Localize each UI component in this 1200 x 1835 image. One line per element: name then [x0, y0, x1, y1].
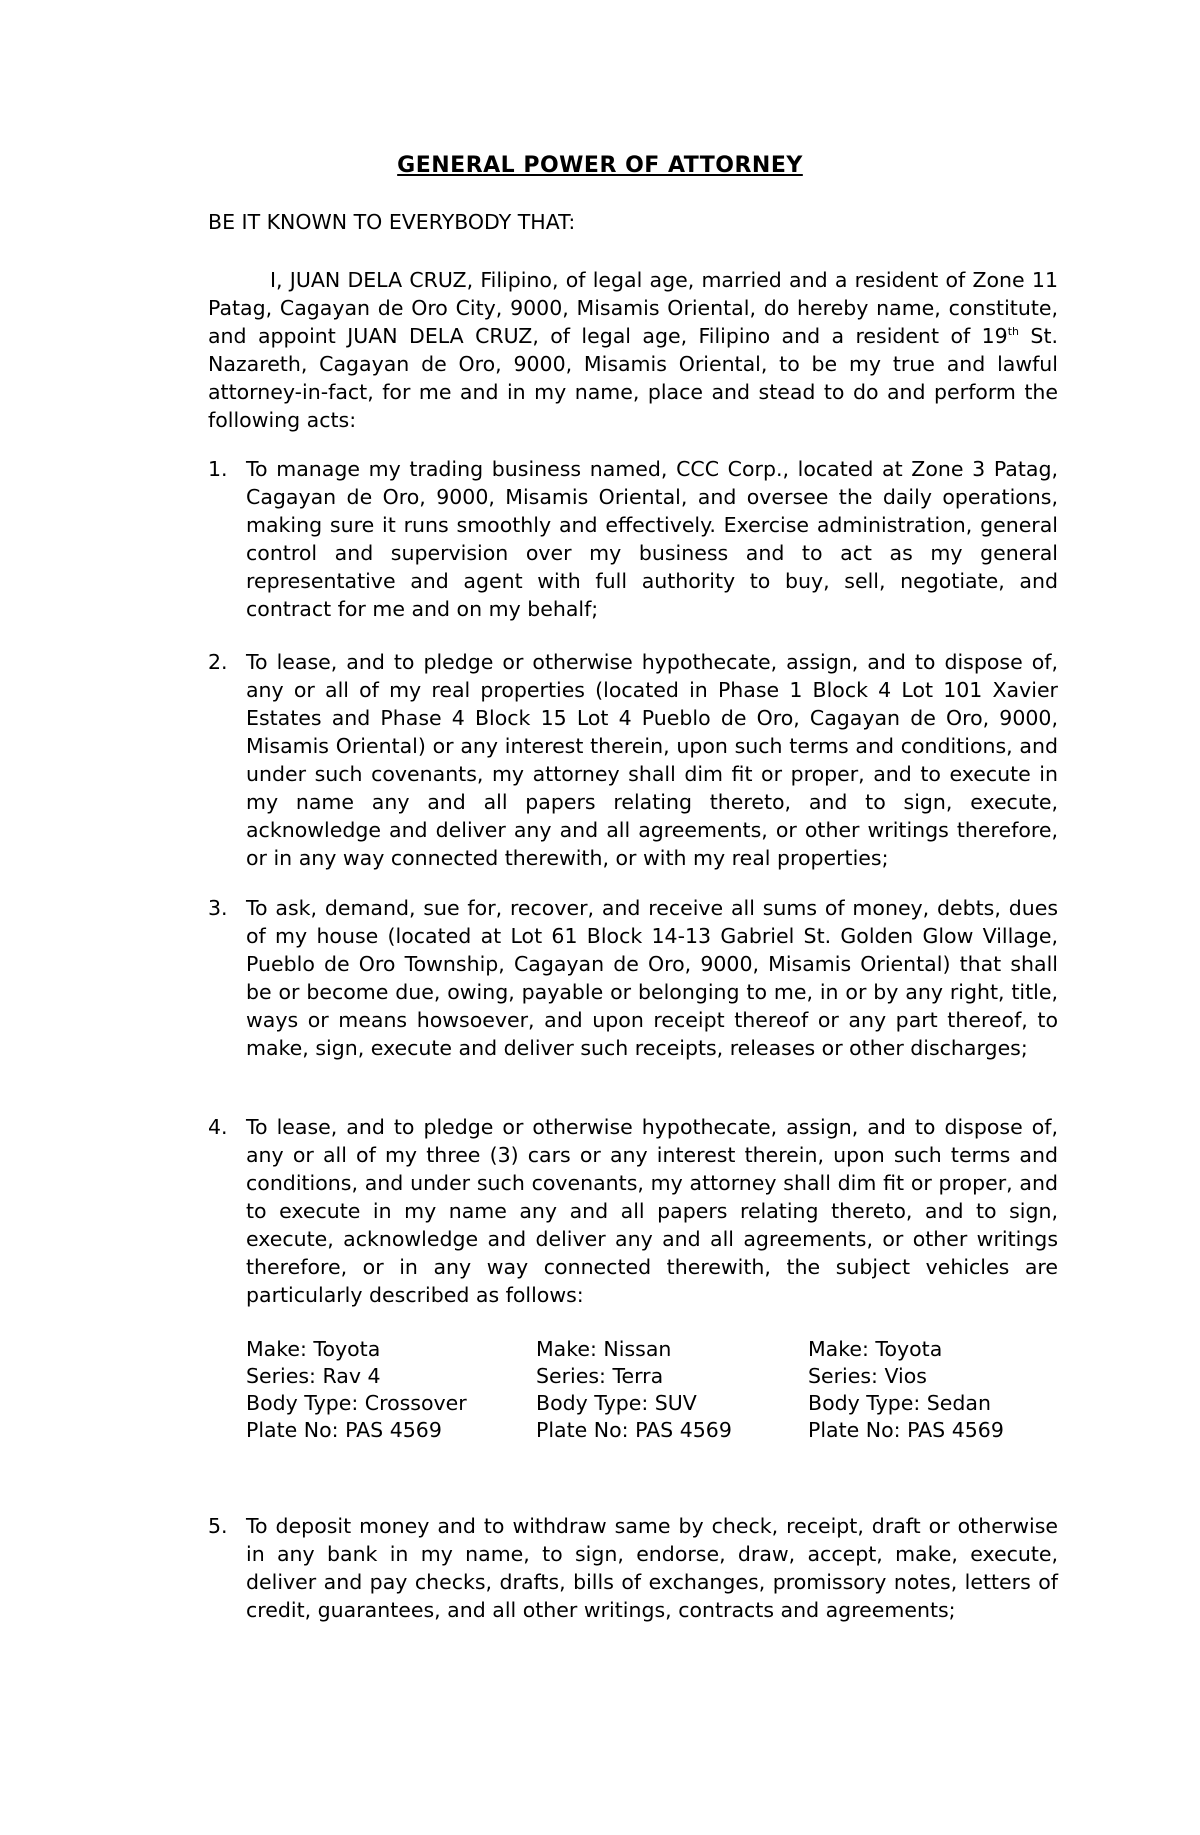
vehicle-plate: Plate No: PAS 4569: [246, 1418, 442, 1442]
vehicle-table: [246, 1336, 1058, 1456]
vehicle-entry: [808, 1336, 1004, 1444]
intro-text-part1: I, JUAN DELA CRUZ, Filipino, of legal age, married and a resident of Zone 11 Patag, Cagayan de Oro City, 9000, Misamis Oriental, do hereby name, constitute, and appoint JUAN DELA CRUZ, of legal age, Filipino and a resident of 19: [208, 268, 1058, 348]
vehicle-series: Series: Vios: [808, 1364, 927, 1388]
vehicle-body-type: Body Type: Crossover: [246, 1391, 467, 1415]
vehicle-make: Make: Toyota: [808, 1337, 943, 1361]
item-text: To lease, and to pledge or otherwise hypothecate, assign, and to dispose of, any or all of my real properties (located in Phase 1 Block 4 Lot 101 Xavier Estates and Phase 4 Block 15 Lot 4 Pueblo de Oro, Cagayan de Oro, 9000, Misamis Oriental) or any interest therein, upon such terms and conditions, and under such covenants, my attorney shall dim fit or proper, and to execute in my name any and all papers relating thereto, and to sign, execute, acknowledge and deliver any and all agreements, or other writings therefore, or in any way connected therewith, or with my real properties;: [246, 650, 1058, 870]
item-number: 2.: [208, 650, 228, 674]
vehicle-plate: Plate No: PAS 4569: [808, 1418, 1004, 1442]
vehicle-body-type: Body Type: SUV: [536, 1391, 697, 1415]
intro-text-part2: St. Nazareth, Cagayan de Oro, 9000, Misamis Oriental, to be my true and lawful attorney-in-fact, for me and in my name, place and stead to do and perform the following acts:: [208, 324, 1058, 432]
vehicle-series: Series: Terra: [536, 1364, 664, 1388]
item-text: To ask, demand, sue for, recover, and receive all sums of money, debts, dues of my house (located at Lot 61 Block 14-13 Gabriel St. Golden Glow Village, Pueblo de Oro Township, Cagayan de Oro, 9000, Misamis Oriental) that shall be or become due, owing, payable or belonging to me, in or by any right, title, ways or means howsoever, and upon receipt thereof or any part thereof, to make, sign, execute and deliver such receipts, releases or other discharges;: [246, 896, 1058, 1060]
intro-superscript: th: [1007, 325, 1020, 339]
intro-paragraph: [208, 266, 1058, 434]
vehicle-entry: [536, 1336, 732, 1444]
opening-line: BE IT KNOWN TO EVERYBODY THAT:: [208, 210, 576, 234]
item-text: To deposit money and to withdraw same by check, receipt, draft or otherwise in any bank in my name, to sign, endorse, draw, accept, make, execute, deliver and pay checks, drafts, bills of exchanges, promissory notes, letters of credit, guarantees, and all other writings, contracts and agreements;: [246, 1514, 1058, 1622]
vehicle-series: Series: Rav 4: [246, 1364, 381, 1388]
item-number: 5.: [208, 1514, 228, 1538]
item-text: To manage my trading business named, CCC Corp., located at Zone 3 Patag, Cagayan de Oro, 9000, Misamis Oriental, and oversee the daily operations, making sure it runs smoothly and effectively. Exercise administration, general control and supervision over my business and to act as my general representative and agent with full authority to buy, sell, negotiate, and contract for me and on my behalf;: [246, 457, 1058, 621]
vehicle-body-type: Body Type: Sedan: [808, 1391, 991, 1415]
vehicle-make: Make: Toyota: [246, 1337, 381, 1361]
item-number: 1.: [208, 457, 228, 481]
vehicle-entry: [246, 1336, 467, 1444]
vehicle-plate: Plate No: PAS 4569: [536, 1418, 732, 1442]
item-number: 4.: [208, 1115, 228, 1139]
vehicle-make: Make: Nissan: [536, 1337, 672, 1361]
document-title: GENERAL POWER OF ATTORNEY: [397, 153, 803, 178]
item-number: 3.: [208, 896, 228, 920]
item-text: To lease, and to pledge or otherwise hypothecate, assign, and to dispose of, any or all of my three (3) cars or any interest therein, upon such terms and conditions, and under such covenants, my attorney shall dim fit or proper, and to execute in my name any and all papers relating thereto, and to sign, execute, acknowledge and deliver any and all agreements, or other writings therefore, or in any way connected therewith, the subject vehicles are particularly described as follows:: [246, 1115, 1058, 1307]
